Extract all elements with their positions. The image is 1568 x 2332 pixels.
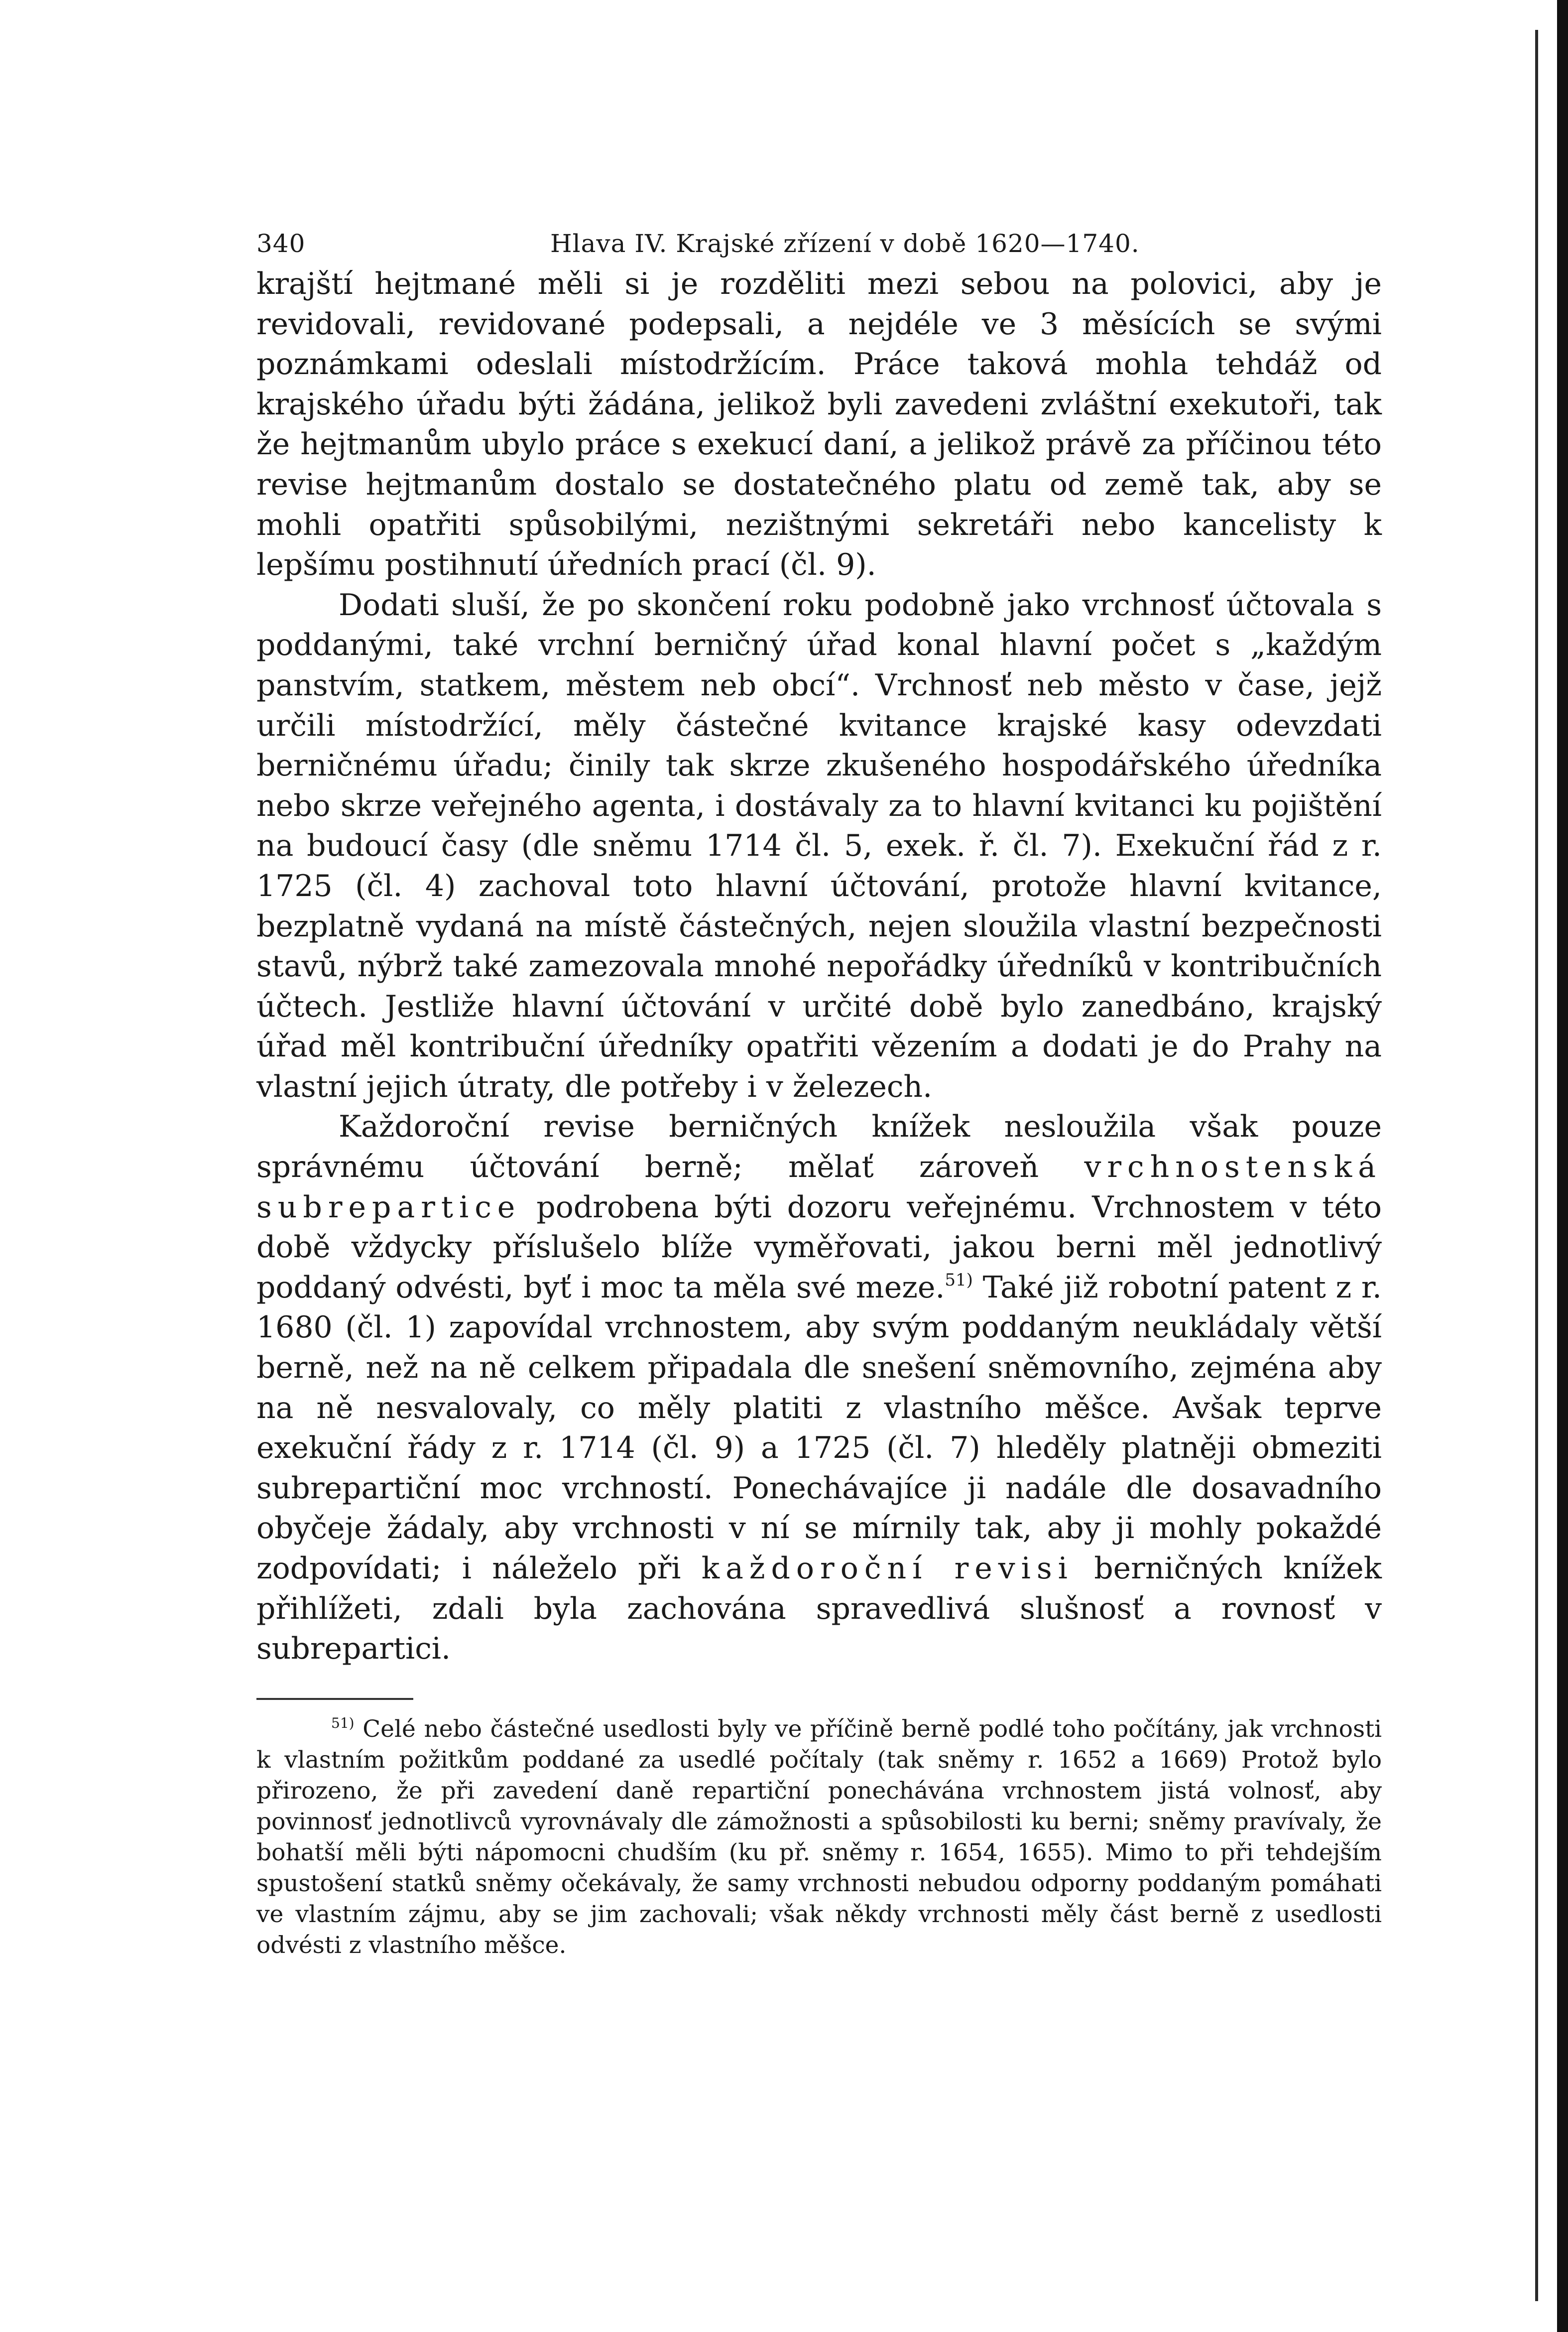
emphasis-revisi: každoroční revisi: [701, 1551, 1074, 1586]
footnote-mark: 51): [331, 1714, 355, 1731]
paragraph-3-part-d: Také již robotní patent z r. 1680 (čl. 1) zapovídal vrchnostem, aby svým poddaným neukládaly větší berně, než na ně celkem připadala dle snešení sněmovního, zejména aby na ně nesvalovaly, co měly platiti z vlastního měšce. Avšak teprve exekuční řády z r. 1714 (čl. 9) a 1725 (čl. 7) hleděly platněji obmeziti subrepartiční moc vrchností. Ponechávajíce ji nadále dle dosavadního obyčeje žádaly, aby vrchnosti v ní se mírnily tak, aby ji mohly pokaždé zodpovídati; i náleželo při: [256, 1270, 1382, 1586]
footnote-reference[interactable]: 51): [945, 1270, 973, 1290]
running-head: [256, 219, 1382, 264]
running-head-title: Hlava IV. Krajské zřízení v době 1620—1740.: [550, 229, 1140, 258]
page-number: 340: [256, 229, 306, 258]
paragraph-3: [256, 1107, 1382, 1669]
paragraph-1: krajští hejtmané měli si je rozděliti mezi sebou na polovici, aby je revidovali, revidované podepsali, a nejdéle ve 3 měsících se svými poznámkami odeslali místodržícím. Práce taková mohla tehdáž od krajského úřadu býti žádána, jelikož byli zavedeni zvláštní exekutoři, tak že hejtmanům ubylo práce s exekucí daní, a jelikož právě za příčinou této revise hejtmanům dostalo se dostatečného platu od země tak, aby se mohli opatřiti spůsobilými, nezištnými sekretáři nebo kancelisty k lepšímu postihnutí úředních prací (čl. 9).: [256, 266, 1382, 583]
footnote-51: [256, 1714, 1382, 1961]
emphasis-subrepartice: vrchnostenská subrepartice: [256, 1150, 1382, 1225]
paragraph-3-part-f: berničných knížek přihlížeti, zdali byla zachována spravedlivá slušnosť a rovnosť v subrepartici.: [256, 1551, 1382, 1667]
paragraph-3-part-a: Každoroční revise berničných knížek nesloužila však pouze správnému účtování berně; mělať zároveň: [256, 1109, 1382, 1185]
book-page: [256, 219, 1382, 1961]
scan-shadow-line: [1535, 30, 1538, 2301]
body-text: [256, 264, 1382, 1669]
scan-border-right: [1557, 0, 1568, 2332]
footnote-text: Celé nebo částečné usedlosti byly ve příčině berně podlé toho počítány, jak vrchnosti k vlastním požitkům poddané za usedlé počítaly (tak sněmy r. 1652 a 1669) Protož bylo přirozeno, že při zavedení daně repartiční ponechávána vrchnostem jistá volnosť, aby povinnosť jednotlivců vyrovnávaly dle zámožnosti a spůsobilosti ku berni; sněmy pravívaly, že bohatší měli býti nápomocni chudším (ku př. sněmy r. 1654, 1655). Mimo to při tehdejším spustošení statků sněmy očekávaly, že samy vrchnosti nebudou odporny poddaným pomáhati ve vlastním zájmu, aby se jim zachovali; však někdy vrchnosti měly část berně z usedlosti odvésti z vlastního měšce.: [256, 1715, 1382, 1959]
footnotes: [256, 1714, 1382, 1961]
footnote-divider: [256, 1698, 413, 1700]
paragraph-2: Dodati sluší, že po skončení roku podobně jako vrchnosť účtovala s poddanými, také vrchní berničný úřad konal hlavní počet s „každým panstvím, statkem, městem neb obcí“. Vrchnosť neb město v čase, jejž určili místodržící, měly částečné kvitance krajské kasy odevzdati berničnému úřadu; činily tak skrze zkušeného hospodářského úředníka nebo skrze veřejného agenta, i dostávaly za to hlavní kvitanci ku pojištění na budoucí časy (dle sněmu 1714 čl. 5, exek. ř. čl. 7). Exekuční řád z r. 1725 (čl. 4) zachoval toto hlavní účtování, protože hlavní kvitance, bezplatně vydaná na místě částečných, nejen sloužila vlastní bezpečnosti stavů, nýbrž také zamezovala mnohé nepořádky úředníků v kontribučních účtech. Jestliže hlavní účtování v určité době bylo zanedbáno, krajský úřad měl kontribuční úředníky opatřiti vězením a dodati je do Prahy na vlastní jejich útraty, dle potřeby i v železech.: [256, 587, 1382, 1104]
paragraph-3-part-c: podrobena býti dozoru veřejnému. Vrchnostem v této době vždycky příslušelo blíže vyměřovati, jakou berni měl jednotlivý poddaný odvésti, byť i moc ta měla své meze.: [256, 1189, 1382, 1305]
